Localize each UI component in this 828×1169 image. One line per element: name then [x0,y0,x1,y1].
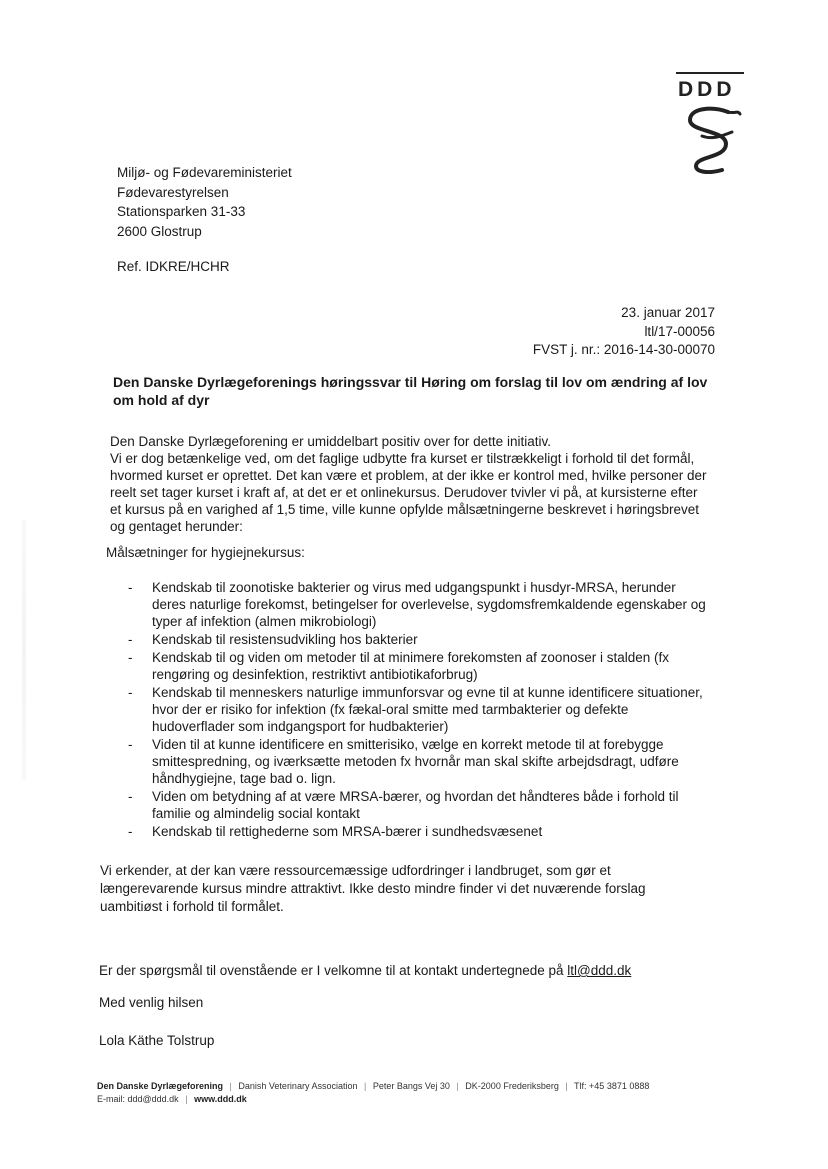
goal-item [128,736,713,787]
bullet-dash: - [128,580,133,595]
footer-city: DK-2000 Frederiksberg [465,1081,559,1091]
footer-separator: | [565,1081,568,1091]
goal-item [128,684,713,735]
fvst-number: FVST j. nr.: 2016-14-30-00070 [532,342,715,357]
logo-text: DDD [678,78,736,101]
footer-email[interactable]: E-mail: ddd@ddd.dk [97,1094,179,1104]
intro-paragraph: Vi er dog betænkelige ved, om det faglige udbytte fra kurset er tilstrækkeligt i forhold til det formål, hvormed kurset er oprettet. Det kan være et problem, at der ikke er kontrol med, hvilke personer der reelt set tager kurset i kraft af, at det er et onlinekursus. Derudover tvivler vi på, at kursisterne efter et kursus på en varighed af 1,5 time, ville kunne opfylde målsætningerne beskrevet i høringsbrevet og gentaget herunder: [110,451,707,534]
bullet-dash: - [128,737,133,752]
goal-text: Kendskab til resistensudvikling hos bakterier [152,632,418,647]
footer-phone: Tlf: +45 3871 0888 [574,1081,650,1091]
intro-paragraph: Den Danske Dyrlægeforening er umiddelbart positiv over for dette initiativ. [110,434,551,449]
scan-artifact [22,520,26,780]
ddd-logo [676,72,748,182]
signoff: Med venlig hilsen [99,995,204,1010]
bullet-dash: - [128,789,133,804]
letter-meta [533,304,715,360]
goal-text: Kendskab til zoonotiske bakterier og virus med udgangspunkt i husdyr-MRSA, herunder deres naturlige forekomst, betingelser for overlevelse, sygdomsfremkaldende egenskaber og typer af infektion (almen mikrobiologi) [152,580,706,629]
footer-separator: | [364,1081,367,1091]
bullet-dash: - [128,685,133,700]
footer-line-2 [97,1093,697,1106]
logo-rule [676,72,744,74]
goal-text: Kendskab til og viden om metoder til at minimere forekomsten af zoonoser i stalden (fx rengøring og desinfektion, restriktivt antibiotikaforbrug) [152,650,669,682]
goals-heading: Målsætninger for hygiejnekursus: [106,545,305,560]
contact-line [99,963,631,978]
goal-item [128,788,713,822]
goal-text: Kendskab til menneskers naturlige immunforsvar og evne til at kunne identificere situationer, hvor der er risiko for infektion (fx fækal-oral smitte med tarmbakterier og defekte hudoverflader som indgangsport for hudbakterier) [152,685,703,734]
recipient-address [117,163,292,241]
letter-date: 23. januar 2017 [621,305,715,320]
footer-web[interactable]: www.ddd.dk [194,1094,247,1104]
goal-item [128,649,713,683]
recipient-line: Miljø- og Fødevareministeriet [117,165,292,180]
goal-list [128,579,713,841]
footer-street: Peter Bangs Vej 30 [372,1081,450,1091]
case-number: ltl/17-00056 [644,323,715,339]
bullet-dash: - [128,632,133,647]
footer-line-1 [97,1080,697,1093]
goal-text: Kendskab til rettighederne som MRSA-bærer i sundhedsvæsenet [152,824,543,839]
goal-text: Viden om betydning af at være MRSA-bærer, og hvordan det håndteres både i forhold til familie og almindelig social kontakt [152,789,679,821]
goal-item [128,579,713,630]
recipient-line: 2600 Glostrup [117,223,202,239]
footer-separator: | [229,1081,232,1091]
bullet-dash: - [128,824,133,839]
footer-org-en: Danish Veterinary Association [238,1081,358,1091]
closing-paragraph: Vi erkender, at der kan være ressourcemæssige udfordringer i landbruget, som gør et længerevarende kursus mindre attraktivt. Ikke desto mindre finder vi det nuværende forslag uambitiøst i forhold til formålet. [100,863,646,914]
letter-footer [97,1080,697,1106]
snake-on-staff-icon [682,106,742,174]
contact-text: Er der spørgsmål til ovenstående er I velkomne til at kontakt undertegnede på [99,963,564,978]
goal-item [128,823,713,840]
signature-name: Lola Käthe Tolstrup [99,1033,215,1048]
contact-email-link[interactable]: ltl@ddd.dk [567,963,632,978]
reference: Ref. IDKRE/HCHR [117,259,230,274]
recipient-line: Fødevarestyrelsen [117,184,229,200]
letter-subject: Den Danske Dyrlægeforenings høringssvar til Høring om forslag til lov om ændring af lov om hold af dyr [113,374,708,408]
goal-text: Viden til at kunne identificere en smitterisiko, vælge en korrekt metode til at forebygge smittespredning, og iværksætte metoden fx hvornår man skal skifte arbejdsdragt, udføre håndhygiejne, tage bad o. lign. [152,737,679,786]
goal-item [128,631,713,648]
intro-section [110,433,710,535]
recipient-line: Stationsparken 31-33 [117,204,246,219]
footer-separator: | [456,1081,459,1091]
footer-separator: | [185,1094,188,1104]
footer-org: Den Danske Dyrlægeforening [97,1081,224,1091]
bullet-dash: - [128,650,133,665]
